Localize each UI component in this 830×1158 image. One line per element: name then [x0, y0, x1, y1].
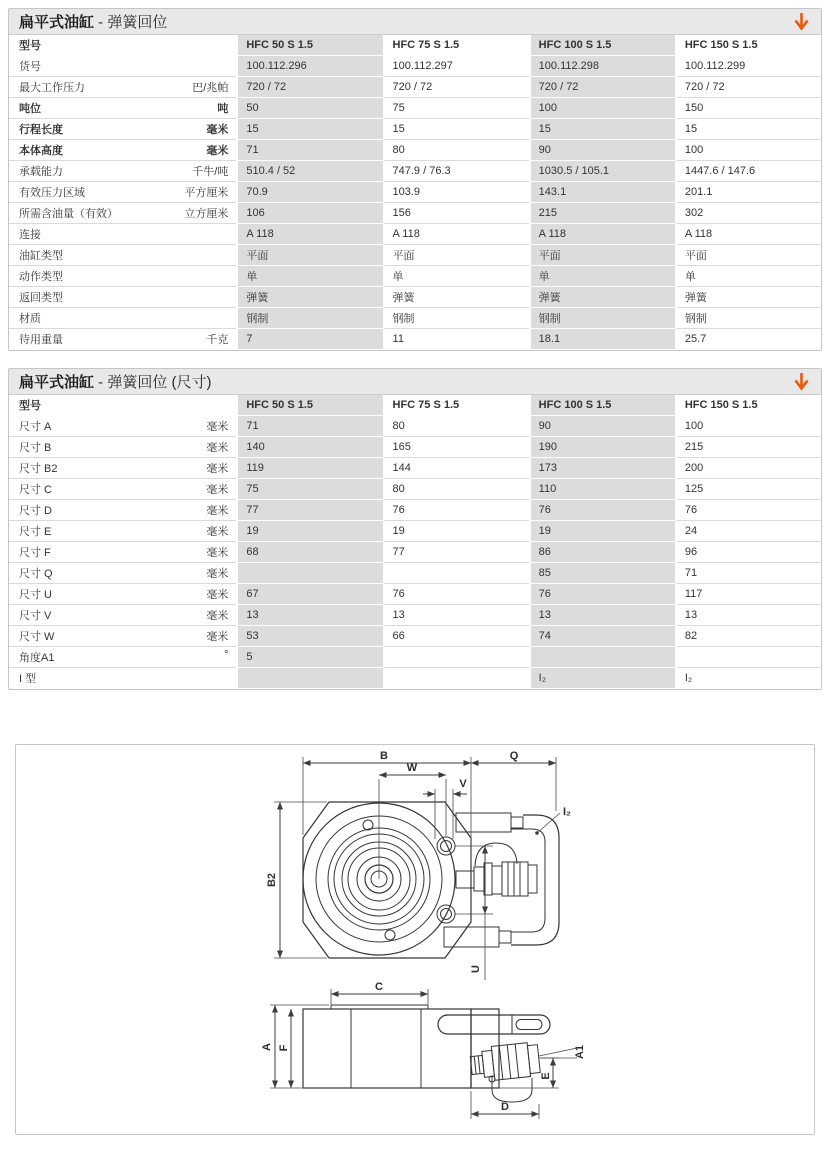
table-row — [9, 521, 821, 542]
row-label: 返回类型 — [19, 292, 63, 304]
table-row — [9, 266, 821, 287]
table-row — [9, 119, 821, 140]
table-row — [9, 308, 821, 329]
spec-table — [9, 35, 821, 350]
cell-value: 90 — [529, 140, 675, 161]
table-row — [9, 584, 821, 605]
dim-label-w: W — [406, 762, 418, 774]
section-title-sub: - 弹簧回位 — [94, 14, 168, 31]
cell-value — [236, 563, 382, 584]
row-unit: 毫米 — [206, 442, 229, 454]
cell-value: 71 — [236, 140, 382, 161]
row-label: 动作类型 — [19, 271, 63, 283]
cell-value: 15 — [383, 119, 529, 140]
cell-value: 76 — [383, 584, 529, 605]
cell-value: 125 — [675, 479, 821, 500]
row-label-cell — [9, 584, 236, 605]
cell-value: 1030.5 / 105.1 — [529, 161, 675, 182]
cell-value: 11 — [383, 329, 529, 350]
row-unit: 毫米 — [206, 124, 229, 136]
cell-value: A 118 — [236, 224, 382, 245]
row-unit: 毫米 — [206, 526, 229, 538]
row-unit: 毫米 — [206, 631, 229, 643]
dim-label-u: U — [470, 965, 482, 973]
section-titlebar — [9, 9, 821, 35]
row-label-cell — [9, 479, 236, 500]
row-unit: 吨 — [217, 103, 229, 115]
technical-drawing-panel — [15, 744, 815, 1135]
row-unit: 千克 — [206, 334, 229, 346]
row-label-cell — [9, 437, 236, 458]
cell-value: 143.1 — [529, 182, 675, 203]
cell-value: 13 — [383, 605, 529, 626]
cell-value: 74 — [529, 626, 675, 647]
cell-value: 平面 — [675, 245, 821, 266]
section-title — [19, 371, 212, 392]
cell-value: 150 — [675, 98, 821, 119]
cell-value: 25.7 — [675, 329, 821, 350]
cell-value: 平面 — [529, 245, 675, 266]
table-row — [9, 56, 821, 77]
cell-value: 103.9 — [383, 182, 529, 203]
row-label-cell — [9, 416, 236, 437]
cell-value: 弹簧 — [236, 287, 382, 308]
cell-value: 100.112.298 — [529, 56, 675, 77]
table-row — [9, 77, 821, 98]
column-header-model: 型号 — [9, 395, 236, 416]
row-label: 行程长度 — [19, 124, 63, 136]
cell-value: I₂ — [675, 668, 821, 689]
down-arrow-icon[interactable] — [791, 12, 811, 32]
cell-value: 7 — [236, 329, 382, 350]
cell-value: 67 — [236, 584, 382, 605]
table-row — [9, 98, 821, 119]
cell-value: 100 — [675, 140, 821, 161]
row-label: 尺寸 V — [19, 610, 52, 622]
cell-value: 53 — [236, 626, 382, 647]
row-label-cell — [9, 500, 236, 521]
cell-value: 302 — [675, 203, 821, 224]
cell-value: 68 — [236, 542, 382, 563]
cell-value — [236, 668, 382, 689]
cell-value: 5 — [236, 647, 382, 668]
cell-value: 110 — [529, 479, 675, 500]
table-row — [9, 287, 821, 308]
row-unit: 毫米 — [206, 547, 229, 559]
cell-value: 747.9 / 76.3 — [383, 161, 529, 182]
table-row — [9, 563, 821, 584]
row-label-cell — [9, 542, 236, 563]
column-header: HFC 75 S 1.5 — [383, 395, 529, 416]
cell-value — [383, 668, 529, 689]
cell-value: 82 — [675, 626, 821, 647]
cell-value: 1447.6 / 147.6 — [675, 161, 821, 182]
column-header: HFC 75 S 1.5 — [383, 35, 529, 56]
cell-value: 100.112.299 — [675, 56, 821, 77]
cell-value: 80 — [383, 140, 529, 161]
cell-value: 平面 — [236, 245, 382, 266]
cell-value: 86 — [529, 542, 675, 563]
cell-value: I₂ — [529, 668, 675, 689]
row-unit: 立方厘米 — [184, 208, 229, 220]
table-row — [9, 161, 821, 182]
cell-value: 720 / 72 — [236, 77, 382, 98]
cell-value: 单 — [529, 266, 675, 287]
row-label-cell — [9, 266, 236, 287]
row-label-cell — [9, 119, 236, 140]
row-label: 吨位 — [19, 103, 41, 115]
cell-value: 173 — [529, 458, 675, 479]
row-label-cell — [9, 287, 236, 308]
dim-label-a: A — [261, 1043, 273, 1051]
column-header: HFC 50 S 1.5 — [236, 35, 382, 56]
table-row — [9, 224, 821, 245]
table-row — [9, 542, 821, 563]
row-label: 尺寸 E — [19, 526, 52, 538]
dim-label-b: B — [380, 750, 388, 762]
row-label: 尺寸 U — [19, 589, 52, 601]
cell-value: 13 — [236, 605, 382, 626]
cell-value: 100.112.297 — [383, 56, 529, 77]
row-label-cell — [9, 224, 236, 245]
row-label: 尺寸 B2 — [19, 463, 58, 475]
row-unit: ° — [223, 649, 229, 661]
cell-value: 77 — [236, 500, 382, 521]
table-row — [9, 416, 821, 437]
side-view — [303, 1005, 550, 1102]
cell-value: 13 — [529, 605, 675, 626]
cell-value: 15 — [529, 119, 675, 140]
row-unit: 毫米 — [206, 568, 229, 580]
table-header-row — [9, 35, 821, 56]
row-label: 货号 — [19, 61, 41, 73]
table-row — [9, 605, 821, 626]
cell-value: 弹簧 — [675, 287, 821, 308]
cell-value: 15 — [236, 119, 382, 140]
row-label-cell — [9, 329, 236, 350]
table-row — [9, 668, 821, 689]
cell-value: 66 — [383, 626, 529, 647]
cell-value: 70.9 — [236, 182, 382, 203]
cell-value: 106 — [236, 203, 382, 224]
row-unit: 毫米 — [206, 145, 229, 157]
cell-value: 单 — [236, 266, 382, 287]
row-label-cell — [9, 182, 236, 203]
table-row — [9, 140, 821, 161]
cell-value: 100 — [529, 98, 675, 119]
down-arrow-icon[interactable] — [791, 372, 811, 392]
cell-value: 71 — [236, 416, 382, 437]
cell-value: 钢制 — [529, 308, 675, 329]
column-header-model: 型号 — [9, 35, 236, 56]
row-label: 所需含油量（有效） — [19, 208, 118, 220]
dim-label-q: Q — [509, 750, 519, 762]
side-view-dimensions — [261, 981, 586, 1119]
section-title-main: 扁平式油缸 — [19, 374, 95, 391]
cell-value: 钢制 — [236, 308, 382, 329]
cell-value: 100 — [675, 416, 821, 437]
section-title-sub: - 弹簧回位 (尺寸) — [94, 374, 212, 391]
cell-value: 100.112.296 — [236, 56, 382, 77]
row-label: 本体高度 — [19, 145, 63, 157]
cell-value: 弹簧 — [383, 287, 529, 308]
row-label-cell — [9, 458, 236, 479]
column-header: HFC 150 S 1.5 — [675, 395, 821, 416]
cell-value: 720 / 72 — [383, 77, 529, 98]
cell-value: 弹簧 — [529, 287, 675, 308]
table-row — [9, 245, 821, 266]
cell-value: 19 — [236, 521, 382, 542]
dim-label-i2: I₂ — [563, 806, 571, 818]
cell-value: 201.1 — [675, 182, 821, 203]
row-label: 尺寸 B — [19, 442, 52, 454]
dim-label-a1: A1 — [574, 1044, 586, 1060]
spec-section-main — [8, 8, 822, 351]
cell-value: 钢制 — [675, 308, 821, 329]
row-label: 角度A1 — [19, 652, 55, 664]
cell-value: 80 — [383, 416, 529, 437]
row-unit: 千牛/吨 — [192, 166, 229, 178]
cell-value: 200 — [675, 458, 821, 479]
cell-value: 77 — [383, 542, 529, 563]
row-label-cell — [9, 140, 236, 161]
cell-value: 15 — [675, 119, 821, 140]
cell-value: 76 — [529, 500, 675, 521]
cell-value: 119 — [236, 458, 382, 479]
section-title-main: 扁平式油缸 — [19, 14, 95, 31]
dim-label-e: E — [540, 1072, 552, 1080]
row-label: 尺寸 C — [19, 484, 52, 496]
row-unit: 毫米 — [206, 589, 229, 601]
row-label-cell — [9, 56, 236, 77]
cell-value: 90 — [529, 416, 675, 437]
dim-label-b2: B2 — [266, 872, 278, 888]
section-title — [19, 11, 167, 32]
technical-drawing — [16, 745, 812, 1134]
column-header: HFC 150 S 1.5 — [675, 35, 821, 56]
row-label: 承载能力 — [19, 166, 63, 178]
cell-value: 24 — [675, 521, 821, 542]
table-body — [9, 56, 821, 350]
cell-value: 75 — [383, 98, 529, 119]
row-label-cell — [9, 98, 236, 119]
cell-value: 单 — [383, 266, 529, 287]
cell-value: 140 — [236, 437, 382, 458]
table-row — [9, 437, 821, 458]
table-row — [9, 329, 821, 350]
cell-value: 18.1 — [529, 329, 675, 350]
row-unit: 毫米 — [206, 610, 229, 622]
row-label: 尺寸 Q — [19, 568, 53, 580]
row-unit: 毫米 — [206, 484, 229, 496]
row-label: 油缸类型 — [19, 250, 63, 262]
row-label-cell — [9, 308, 236, 329]
cell-value: 720 / 72 — [675, 77, 821, 98]
top-view — [303, 802, 559, 958]
row-label-cell — [9, 245, 236, 266]
cell-value — [529, 647, 675, 668]
row-label-cell — [9, 203, 236, 224]
row-label: 最大工作压力 — [19, 82, 85, 94]
row-unit: 毫米 — [206, 505, 229, 517]
row-label: 待用重量 — [19, 334, 63, 346]
row-unit: 巴/兆帕 — [192, 82, 229, 94]
dim-label-c: C — [375, 981, 383, 993]
row-label: I 型 — [19, 673, 37, 685]
cell-value — [383, 647, 529, 668]
row-label: 材质 — [19, 313, 41, 325]
column-header: HFC 100 S 1.5 — [529, 35, 675, 56]
table-header-row — [9, 395, 821, 416]
cell-value: A 118 — [675, 224, 821, 245]
cell-value: 215 — [529, 203, 675, 224]
table-row — [9, 500, 821, 521]
row-label: 尺寸 A — [19, 421, 52, 433]
row-label-cell — [9, 77, 236, 98]
section-titlebar — [9, 369, 821, 395]
cell-value: 平面 — [383, 245, 529, 266]
row-label: 尺寸 F — [19, 547, 51, 559]
cell-value: 85 — [529, 563, 675, 584]
cell-value: 71 — [675, 563, 821, 584]
cell-value: A 118 — [529, 224, 675, 245]
column-header: HFC 100 S 1.5 — [529, 395, 675, 416]
cell-value — [383, 563, 529, 584]
cell-value: 510.4 / 52 — [236, 161, 382, 182]
row-label-cell — [9, 563, 236, 584]
cell-value: 50 — [236, 98, 382, 119]
cell-value: 80 — [383, 479, 529, 500]
cell-value: 144 — [383, 458, 529, 479]
cell-value: 215 — [675, 437, 821, 458]
table-row — [9, 203, 821, 224]
row-unit: 毫米 — [206, 463, 229, 475]
cell-value: 165 — [383, 437, 529, 458]
row-label: 有效压力区域 — [19, 187, 85, 199]
table-row — [9, 626, 821, 647]
cell-value: 单 — [675, 266, 821, 287]
table-row — [9, 182, 821, 203]
cell-value: 156 — [383, 203, 529, 224]
row-label-cell — [9, 668, 236, 689]
cell-value: 13 — [675, 605, 821, 626]
table-row — [9, 458, 821, 479]
cell-value: 190 — [529, 437, 675, 458]
cell-value: 76 — [529, 584, 675, 605]
spec-section-dimensions — [8, 368, 822, 690]
cell-value: 19 — [383, 521, 529, 542]
row-label: 连接 — [19, 229, 41, 241]
row-label-cell — [9, 161, 236, 182]
column-header: HFC 50 S 1.5 — [236, 395, 382, 416]
cell-value: A 118 — [383, 224, 529, 245]
row-label-cell — [9, 605, 236, 626]
cell-value: 75 — [236, 479, 382, 500]
spec-table — [9, 395, 821, 689]
dim-label-d: D — [501, 1101, 509, 1113]
cell-value: 钢制 — [383, 308, 529, 329]
row-label-cell — [9, 647, 236, 668]
cell-value: 720 / 72 — [529, 77, 675, 98]
cell-value: 76 — [675, 500, 821, 521]
dim-label-v: V — [459, 778, 467, 790]
row-unit: 平方厘米 — [184, 187, 229, 199]
row-label: 尺寸 W — [19, 631, 55, 643]
cell-value — [675, 647, 821, 668]
cell-value: 96 — [675, 542, 821, 563]
table-row — [9, 479, 821, 500]
table-body — [9, 416, 821, 689]
table-row — [9, 647, 821, 668]
row-label: 尺寸 D — [19, 505, 52, 517]
row-label-cell — [9, 521, 236, 542]
cell-value: 19 — [529, 521, 675, 542]
cell-value: 117 — [675, 584, 821, 605]
row-unit: 毫米 — [206, 421, 229, 433]
cell-value: 76 — [383, 500, 529, 521]
dim-label-f: F — [278, 1044, 290, 1052]
row-label-cell — [9, 626, 236, 647]
